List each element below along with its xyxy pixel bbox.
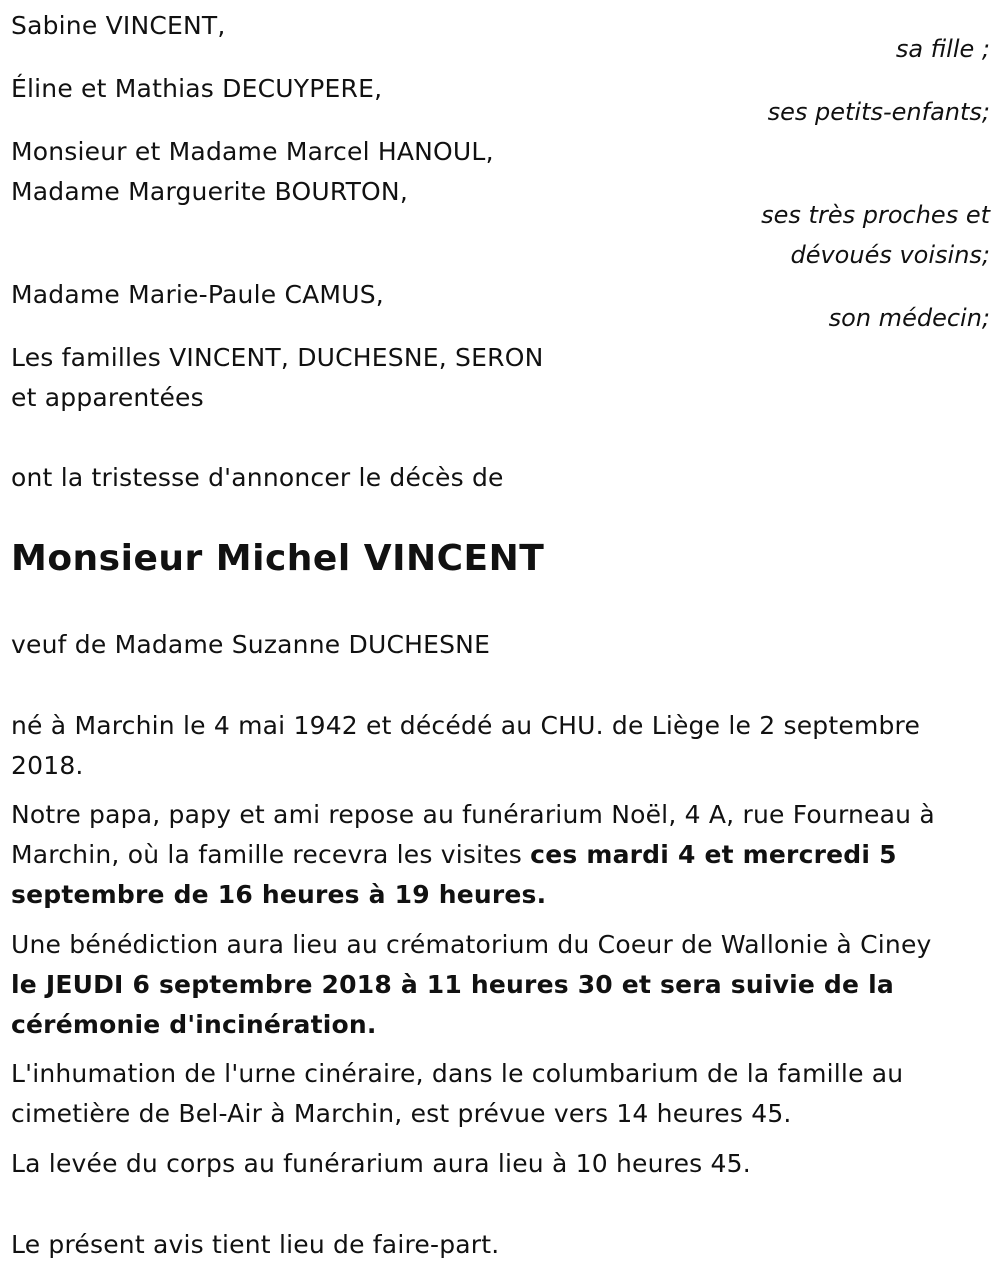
birth-death-line-2: 2018.	[11, 751, 84, 780]
family-name-bourton: Madame Marguerite BOURTON,	[11, 177, 408, 206]
visit-line-1: Notre papa, papy et ami repose au funérarium Noël, 4 A, rue Fourneau à	[11, 800, 935, 829]
visit-line-2-text: Marchin, où la famille recevra les visites	[11, 840, 531, 869]
family-name-relatives: et apparentées	[11, 383, 204, 412]
visit-line-2	[11, 835, 897, 875]
ceremony-date: le JEUDI 6 septembre 2018 à 11 heures 30 et sera suivie de la	[11, 970, 894, 999]
family-name-eline-mathias: Éline et Mathias DECUYPERE,	[11, 74, 383, 103]
family-role-neighbours-1: ses très proches et	[761, 201, 990, 229]
widow-line: veuf de Madame Suzanne DUCHESNE	[11, 630, 491, 659]
family-name-sabine: Sabine VINCENT,	[11, 11, 226, 40]
family-name-camus: Madame Marie-Paule CAMUS,	[11, 280, 384, 309]
burial-line-2: cimetière de Bel-Air à Marchin, est prévue vers 14 heures 45.	[11, 1099, 792, 1128]
family-role-daughter: sa fille ;	[895, 35, 990, 63]
burial-line-1: L'inhumation de l'urne cinéraire, dans le columbarium de la famille au	[11, 1059, 904, 1088]
ceremony-line-1: Une bénédiction aura lieu au crématorium du Coeur de Wallonie à Ciney	[11, 930, 932, 959]
deceased-name: Monsieur Michel VINCENT	[11, 538, 545, 579]
family-role-neighbours-2: dévoués voisins;	[790, 241, 990, 269]
family-role-grandchildren: ses petits-enfants;	[767, 98, 990, 126]
closing-line: Le présent avis tient lieu de faire-part.	[11, 1230, 500, 1259]
visit-hours: septembre de 16 heures à 19 heures.	[11, 880, 547, 909]
visit-dates: ces mardi 4 et mercredi 5	[530, 840, 897, 869]
ceremony-incineration: cérémonie d'incinération.	[11, 1010, 377, 1039]
family-role-doctor: son médecin;	[828, 304, 990, 332]
levee-line: La levée du corps au funérarium aura lieu à 10 heures 45.	[11, 1149, 751, 1178]
birth-death-line-1: né à Marchin le 4 mai 1942 et décédé au CHU. de Liège le 2 septembre	[11, 711, 921, 740]
announcement-line: ont la tristesse d'annoncer le décès de	[11, 463, 504, 492]
family-name-hanoul: Monsieur et Madame Marcel HANOUL,	[11, 137, 494, 166]
family-name-families: Les familles VINCENT, DUCHESNE, SERON	[11, 343, 544, 372]
